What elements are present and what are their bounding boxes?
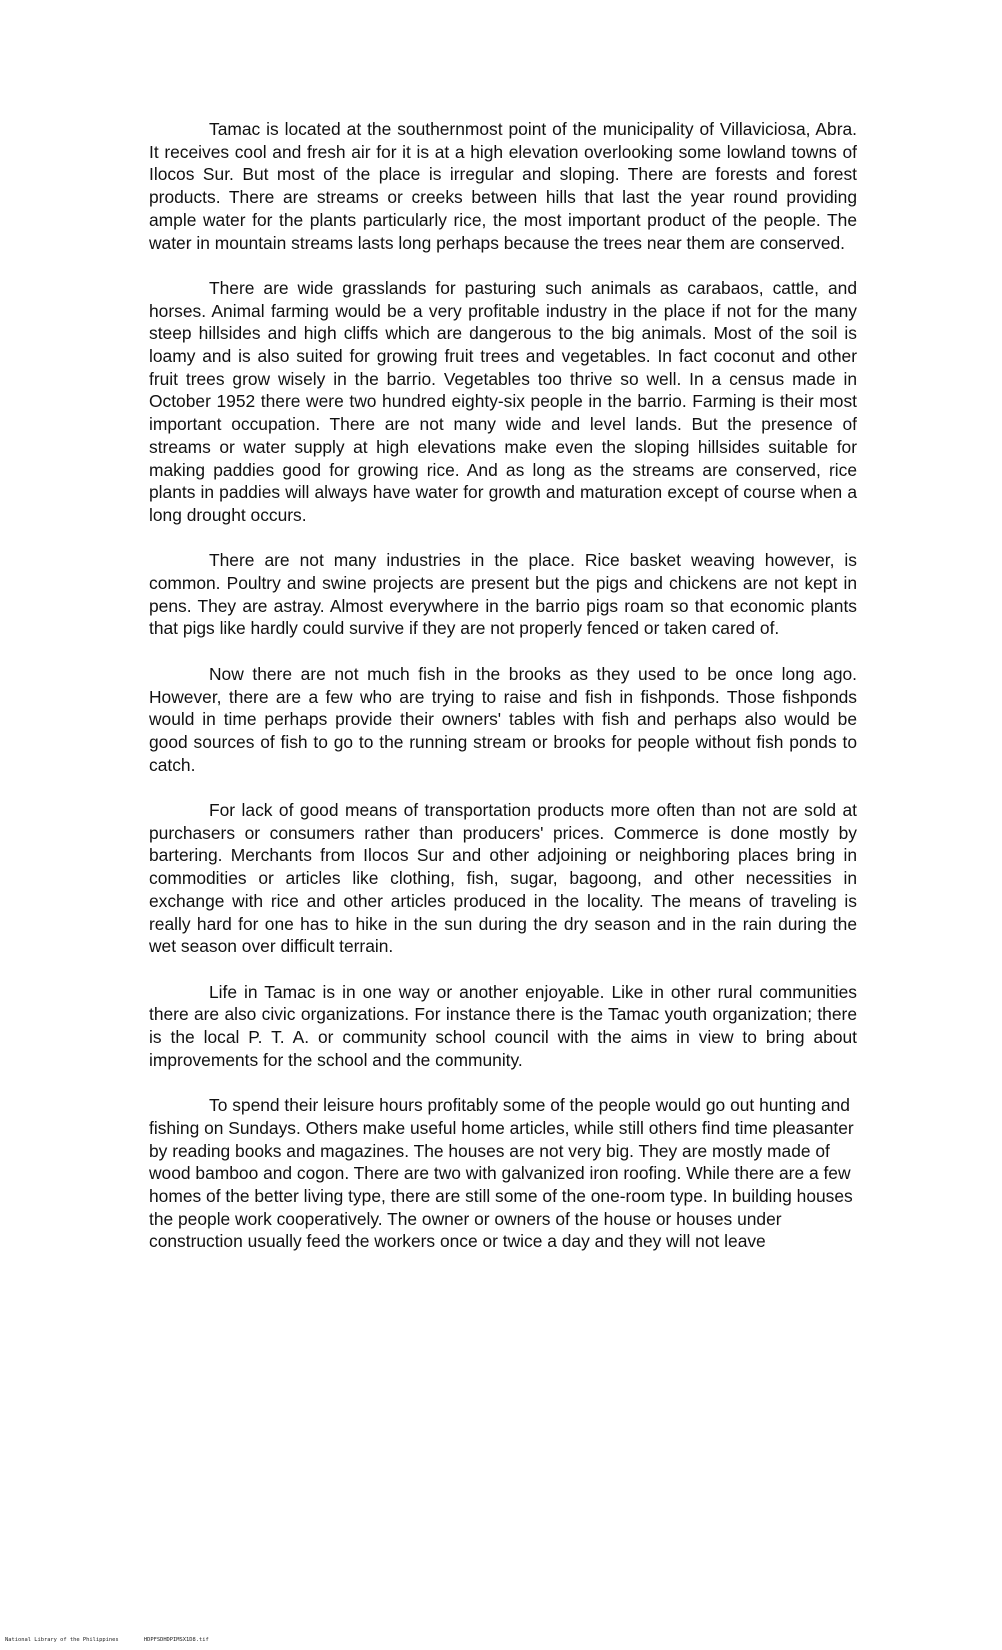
- paragraph-community: Life in Tamac is in one way or another enjoyable. Like in other rural communities there are also civic organizations. For instance there is the Tamac youth organization; there is the local P. T. A. or community school council with the aims in view to bring about improvements for the school and the community.: [149, 981, 857, 1070]
- scan-file-code: HDPFSDHDPIMSX1D8.tif: [143, 1637, 209, 1643]
- paragraph-leisure: To spend their leisure hours profitably some of the people would go out hunting and fishing on Sundays. Others make useful home articles, while still others find time pleasanter by reading books and magazines. The houses are not very big. They are mostly made of wood bamboo and cogon. There are two with galvanized iron roofing. While there are a few homes of the better living type, there are still some of the one-room type. In building houses the people work cooperatively. The owner or owners of the house or houses under construction usually feed the workers once or twice a day and they will not leave: [149, 1095, 854, 1252]
- scan-footer: [5, 1637, 209, 1643]
- paragraph-location: Tamac is located at the southernmost point of the municipality of Villaviciosa, Abra. It receives cool and fresh air for it is at a high elevation overlooking some lowland towns of Ilocos Sur. But most of the place is irregular and sloping. There are forests and forest products. There are streams or creeks between hills that last the year round providing ample water for the plants particularly rice, the most important product of the people. The water in mountain streams lasts long perhaps because the trees near them are conserved.: [149, 119, 857, 253]
- document-body: [149, 118, 857, 1276]
- paragraph-fish: Now there are not much fish in the brooks as they used to be once long ago. However, there are a few who are trying to raise and fish in fishponds. Those fishponds would in time perhaps provide their owners' tables with fish and perhaps also would be good sources of fish to go to the running stream or brooks for people without fish ponds to catch.: [149, 663, 857, 775]
- library-credit: National Library of the Philippines: [5, 1637, 119, 1643]
- paragraph-commerce: For lack of good means of transportation products more often than not are sold at purchasers or consumers rather than producers' prices. Commerce is done mostly by bartering. Merchants from Ilocos Sur and other adjoining or neighboring places bring in commodities or articles like clothing, fish, sugar, bagoong, and other necessities in exchange with rice and other articles produced in the locality. The means of traveling is really hard for one has to hike in the sun during the dry season and in the rain during the wet season over difficult terrain.: [149, 800, 857, 957]
- paragraph-grasslands: There are wide grasslands for pasturing such animals as carabaos, cattle, and horses. Animal farming would be a very profitable industry in the place if not for the many steep hillsides and high cliffs which are dangerous to the big animals. Most of the soil is loamy and is also suited for growing fruit trees and vegetables. In fact coconut and other fruit trees grow wisely in the barrio. Vegetables too thrive so well. In a census made in October 1952 there were two hundred eighty-six people in the barrio. Farming is their most important occupation. There are not many wide and level lands. But the presence of streams or water supply at high elevations make even the sloping hillsides suitable for making paddies good for growing rice. And as long as the streams are conserved, rice plants in paddies will always have water for growth and maturation except of course when a long drought occurs.: [149, 277, 857, 525]
- paragraph-industries: There are not many industries in the place. Rice basket weaving however, is common. Poultry and swine projects are present but the pigs and chickens are not kept in pens. They are astray. Almost everywhere in the barrio pigs roam so that economic plants that pigs like hardly could survive if they are not properly fenced or taken cared of.: [149, 550, 857, 639]
